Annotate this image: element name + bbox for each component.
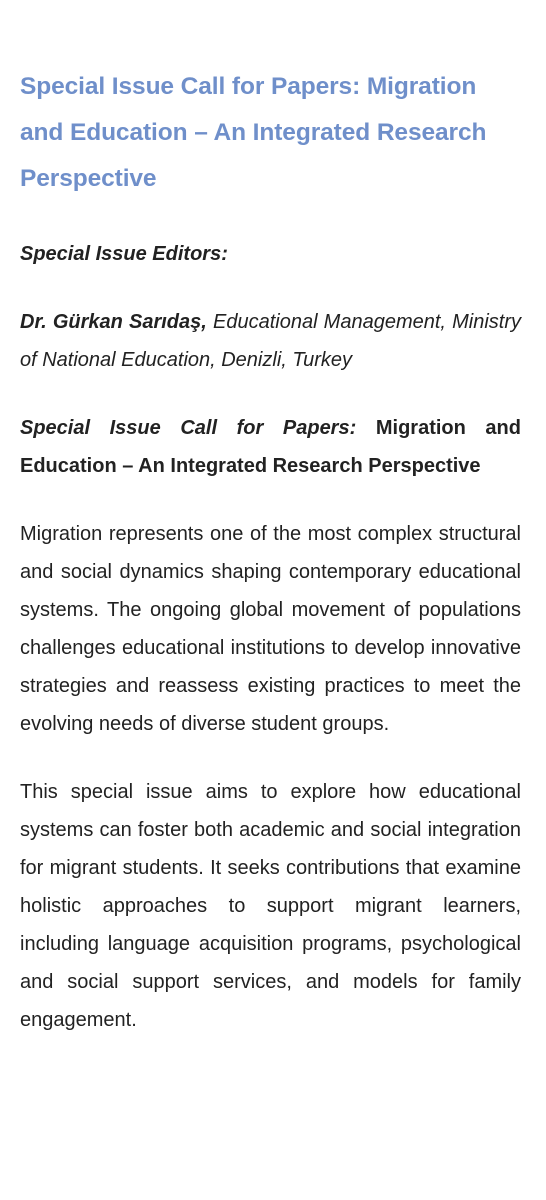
call-for-papers-topic: Migration and Education – An Integrated Research Perspective [20,417,521,477]
editors-heading: Special Issue Editors: [20,243,228,265]
call-for-papers-line [20,409,521,485]
editor-entry [20,303,521,379]
call-for-papers-label: Special Issue Call for Papers: [20,417,357,439]
body-paragraph-1: Migration represents one of the most complex structural and social dynamics shaping contemporary educational systems. The ongoing global movement of populations challenges educational institutions to develop innovative strategies and reassess existing practices to meet the evolving needs of diverse student groups. [20,523,521,735]
editor-affiliation: Educational Management, Ministry of National Education, Denizli, Turkey [20,311,522,371]
editor-name: Dr. Gürkan Sarıdaş, [20,311,207,333]
article-title: Special Issue Call for Papers: Migration and Education – An Integrated Research Perspective [20,73,487,192]
body-paragraph-2: This special issue aims to explore how educational systems can foster both academic and social integration for migrant students. It seeks contributions that examine holistic approaches to support migrant learners, including language acquisition programs, psychological and social support services, and models for family engagement. [20,781,521,1031]
